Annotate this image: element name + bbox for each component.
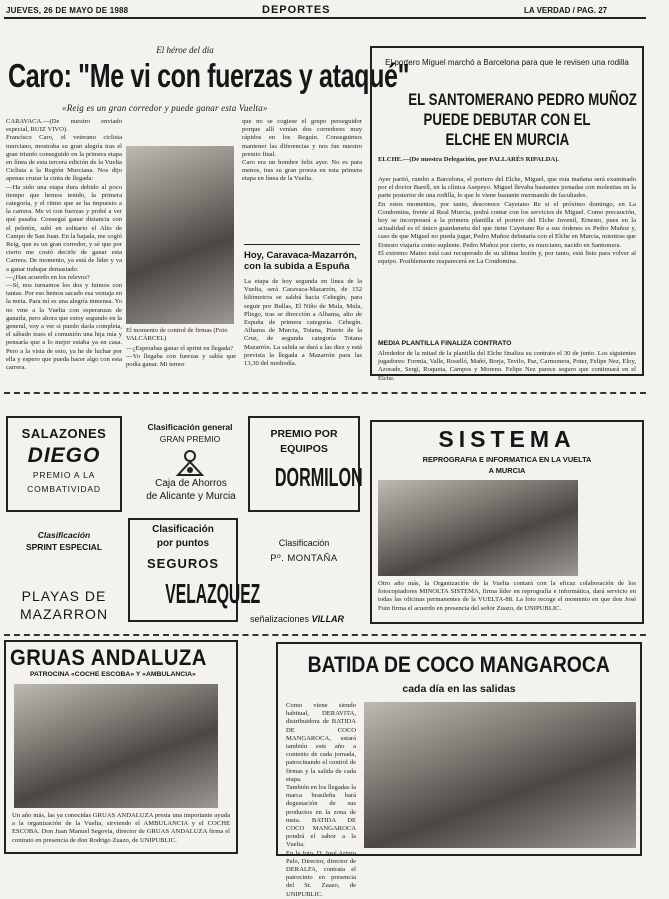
- seguros-line1: Clasificación: [152, 524, 214, 535]
- mazarron-line1: Clasificación: [37, 530, 91, 540]
- header-paper: LA VERDAD / PAG. 27: [524, 6, 608, 15]
- caro-kicker: El héroe del día: [156, 45, 214, 55]
- montana-foot2: VILLAR: [311, 614, 345, 624]
- coco-body: Como viene siendo habitual, DERAVITA, distribuidora de BATIDA DE COCO MANGAROCA, estará también este año a contento de cada jornada, patrocinando el control de firmas y la salida de cada etapa. También en los llegadas la marca brasileña hará degustación de sus productos en la zona de meta. BATIDA DE COCO MANGAROCA pondrá el sabor a la Vuelta. En la foto, D. José Arturo Palo, Director, director de DERALFA, contrata el patrocinio en presencia del Sr. Zuazo, de UNIPUBLIC.: [286, 702, 356, 898]
- caro-photo-caption: El momento de control de firmas (Foto VALCÁRCEL): [126, 327, 228, 342]
- caro-photo: [126, 146, 234, 324]
- munoz-sub-body: Alrededor de la mitad de la plantilla del Elche finaliza su contrato el 30 de junio. Los siguientes jugadores: Formia, Valle, Roselló, Mañó, Borja, Tevilo, Paz, Carmonera, Poter, Felipe Nez, Eloy, Azorade, Sergi, Roqueta, Campos y Moreno. Felipe Nez parece seguro que continuará en el Elche.: [378, 350, 638, 382]
- caja-bank2: de Alicante y Murcia: [146, 491, 236, 502]
- munoz-headline-line1: EL SANTOMERANO PEDRO MUÑOZ: [408, 90, 637, 109]
- caja-line2: GRAN PREMIO: [159, 434, 221, 444]
- caja-logo-icon: [174, 450, 206, 476]
- salazones-line1: SALAZONES: [21, 426, 107, 441]
- header-date: JUEVES, 26 DE MAYO DE 1988: [6, 6, 129, 15]
- montana-line1: Clasificación: [278, 538, 330, 548]
- coco-line1: cada día en las salidas: [402, 683, 516, 695]
- caja-bank1: Caja de Ahorros: [155, 478, 227, 489]
- divider-1: [4, 392, 646, 394]
- header-rule: [4, 17, 646, 19]
- caro-qa: —¿Esperabas ganar el sprint en llegada? —Yo llegaba con fuerzas y sabía que podía ganar. Mi temor: [126, 345, 236, 369]
- divider-2: [4, 634, 646, 636]
- caro-headline-wrap: [8, 57, 410, 94]
- montana-foot1: señalizaciones: [250, 614, 310, 624]
- coco-photo: [364, 702, 636, 848]
- salazones-tag1: PREMIO A LA: [32, 470, 96, 480]
- montana-line2: Pº. MONTAÑA: [270, 553, 338, 564]
- dormilon-brand-wrap: [248, 462, 363, 492]
- coco-brand-wrap: [278, 652, 640, 680]
- caro-deck: «Reig es un gran corredor y puede ganar esta Vuelta»: [62, 103, 268, 113]
- sistema-body: Otro año más, la Organización de la Vuelta contará con la eficaz colaboración de los fotocopiadores MINOLTA SISTEMA, firma líder en reprografía e informática, dará servicio en todas las oficinas permanentes de la VUELTA-88. La foto recoge el momento en que don José Fuin firma el acuerdo en presencia del señor Zuazo, de UNIPUBLIC.: [378, 580, 638, 612]
- salazones-tag2: COMBATIVIDAD: [27, 484, 101, 494]
- coco-brand: BATIDA DE COCO MANGAROCA: [307, 652, 611, 677]
- mazarron-line2: SPRINT ESPECIAL: [25, 542, 103, 552]
- seguros-brand-wrap: [128, 578, 261, 612]
- munoz-headline-line3: ELCHE EN MURCIA: [445, 130, 569, 149]
- dormilon-brand: DORMILON: [274, 462, 363, 492]
- caro-col1: CARAVACA.—(De nuestro enviado especial, RUIZ VIVO). Francisco Caro, el veterano ciclista murciano, mostraba su gran alegría tras el gran triunfo conseguido en la primera etapa en línea de esta tercera edición de la Vuelta Ciclista a la Región Murciana. Nos dijo apenas cruzar la cinta de llegada: —Ha sido una etapa dura debido al poco tiempo que hemos tenido, la primera categoría, y el ritmo que se ha impuesto a la carrera. Me vi con fuerzas y probé a ver qué pasaba. Conseguí ganar distancia con el pelotón, subí en solitario el Alto de Campo de San Juan. En la bajada, me cogió Reig, que es un gran corredor, y sé que por cierto me costó decirle de ganar esta Carrera. De momento, ya está de líder y va a ganar trabajar demasiado. —¿Han acuerdo en los relevos? —Sí, nos turnamos los dos y fuimos con tantas. Por eso hemos sacado esa ventaja en la meta. Para mí es una alegría inmensa. Yo no vine a la Vuelta con esperanzas de ganarla, pero ahora que estoy segundo en la general, voy a ver si puedo darla completa, el sábado traes el comunión una hija mía y pensaría que a lo mejor estaba ya en casa. Pero a la vista de esto, ya he de luchar por ella y espero que pueda hacer algo con esta carrera.: [6, 118, 122, 372]
- sistema-line2: A MURCIA: [488, 466, 526, 475]
- munoz-subhead: MEDIA PLANTILLA FINALIZA CONTRATO: [378, 340, 512, 347]
- stage-title: Hoy, Caravaca-Mazarrón, con la subida a Espuña: [244, 250, 357, 272]
- gruas-photo: [14, 684, 218, 808]
- mazarron-brand1: PLAYAS DE: [21, 588, 107, 604]
- stage-body: La etapa de hoy segunda en línea de la Vuelta, será Caravaca-Mazarrón, de 152 kilómetros se saldrá hacia Cehegín, para seguir por Bullas, El Niño de Mula, Mula, Pliego, tras se dirección a Alhama, alto de Espuña de primera categoría. Cehegín. Alhama de Murcia, Totana, Puerto de la Cruz, de segunda categoría Totana Mazarrón. La salida se dará a las diez y está prevista la llegada a Mazarrón para las 13,30 del mediodía.: [244, 278, 364, 368]
- munoz-body: Ayer partió, rumbo a Barcelona, el portero del Elche, Miguel, que esta mañana será examinado por el doctor Barell, en la clínica Asepeyo. Miguel llevaba bastantes jornadas con molestias en la parte posterior de una rodilla, lo que le viene bastante mermando de facultades. En estos momentos, por tanto, desconoce Cayetano Re si el próximo domingo, en La Condomina, frente al Real Murcia, podrá contar con los servicios de Miguel. Como precaución, hoy se incorporará a la primera plantilla el portero del Elche Juvenil, Ernesto, pues en la actualidad es el único guardameta del que tiene Cayetano Re a sus órdenes es Pedro Muñoz y, caso de que Miguel no pueda jugar, Pedro Muñoz debutaría con el Elche en Murcia, mientras que Ernesto viajaría como suplente. Pedro Muñoz por cierto, es murciano, nacido en Santomera. El extremo Mateo está casi recuperado de su ultima lesión y, por tanto, está listo para volver al equipo. Posiblemente reaparecerá en La Condomina.: [378, 176, 636, 266]
- seguros-line2: por puntos: [156, 538, 210, 549]
- sistema-line1: REPROGRAFIA E INFORMATICA EN LA VUELTA: [422, 455, 592, 464]
- gruas-line1: PATROCINA «COCHE ESCOBA» Y «AMBULANCIA»: [30, 671, 196, 678]
- munoz-headline-line2: PUEDE DEBUTAR CON EL: [423, 110, 591, 129]
- caro-col2: que no se cogiese el grupo perseguidor porque allí venían dos corredores muy rápidos en los Reguín. Conseguimos mantener las diferencias y nos fue nuestro premio final. Caro era un hombre feliz ayer. No es para menos, tras su gran proeza en esta primera etapa en línea de la Vuelta.: [242, 118, 362, 183]
- gruas-body: Un año más, las ya conocidas GRUAS ANDALUZA presta una importante ayuda a la organización de la Vuelta, sirviendo el AMBULANCIA y el COCHE ESCOBA. Don Juan Manuel Segovia, director de GRUAS ANDALUZA firma el contrato en presencia de don Rodrigo Zuazo, de UNIPUBLIC.: [12, 812, 232, 844]
- header-section: DEPORTES: [262, 4, 331, 16]
- gruas-brand-wrap: [10, 645, 236, 671]
- sistema-photo: [378, 480, 578, 576]
- seguros-line3: SEGUROS: [146, 556, 219, 571]
- gruas-brand: GRUAS ANDALUZA: [10, 645, 207, 670]
- salazones-brand: DIEGO: [27, 444, 101, 467]
- stage-rule: [244, 244, 360, 245]
- munoz-byline: ELCHE.—(De nuestra Delegación, por PALLARÉS RIPALDA).: [378, 156, 559, 163]
- dormilon-line2: EQUIPOS: [280, 443, 328, 455]
- caro-headline: Caro: "Me vi con fuerzas y ataqué": [8, 57, 410, 94]
- montana-footer: [250, 614, 362, 624]
- seguros-brand: VELAZQUEZ: [165, 578, 261, 609]
- munoz-headline: [376, 90, 638, 150]
- munoz-kicker: El portero Miguel marchó a Barcelona para que le revisen una rodilla: [385, 58, 629, 67]
- dormilon-line1: PREMIO POR: [270, 428, 338, 440]
- sistema-brand: SISTEMA: [438, 426, 576, 452]
- mazarron-brand2: MAZARRON: [19, 606, 109, 622]
- caja-line1: Clasificación general: [147, 422, 233, 432]
